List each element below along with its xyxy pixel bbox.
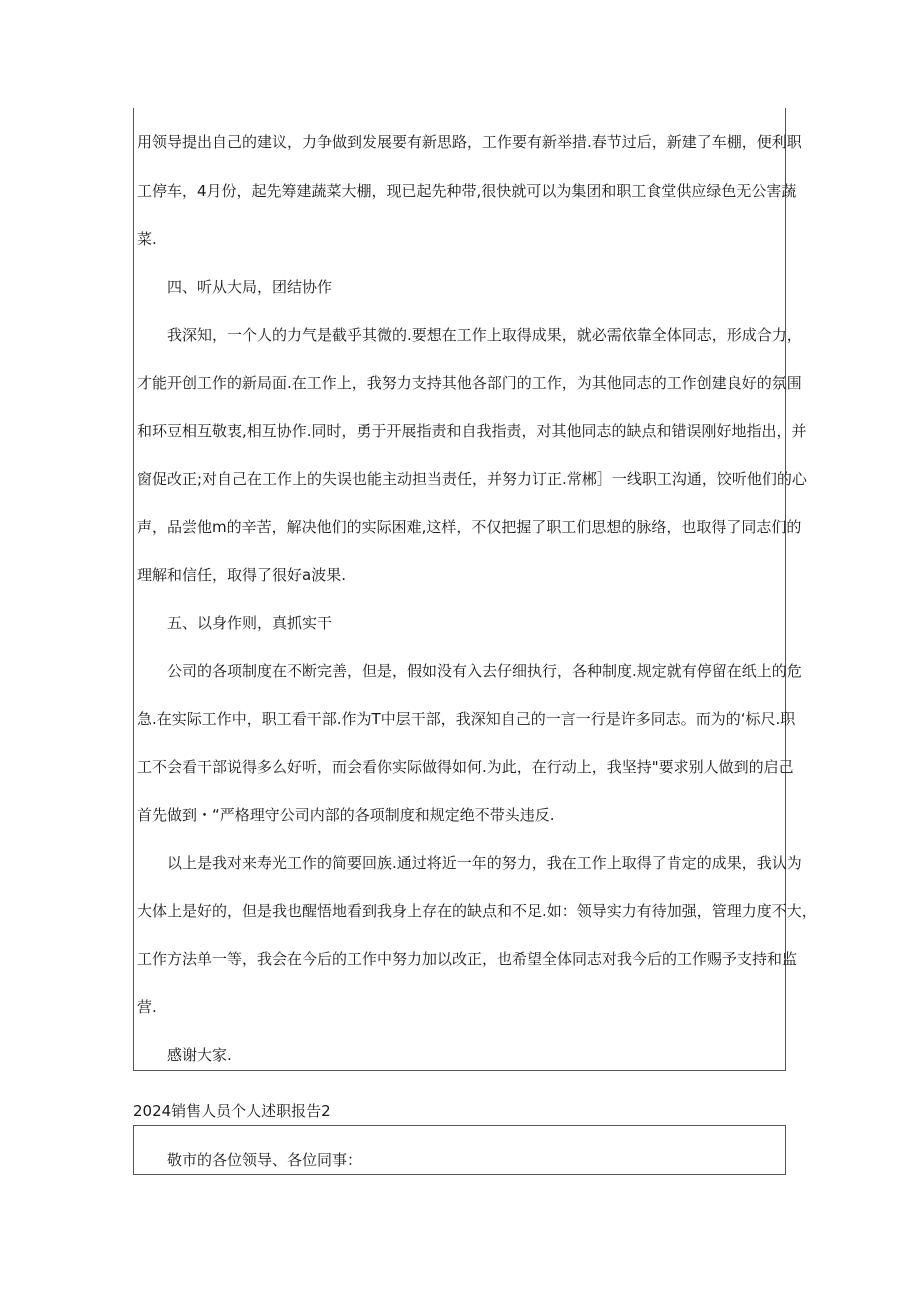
paragraph-line: 公司的各项制度在不断完善，但是，假如没有入去仔细执行，各种制度.规定就有停留在纸上的危 xyxy=(167,662,802,680)
section-heading-five: 五、以身作则，真抓实干 xyxy=(167,614,333,632)
paragraph-line: 菜. xyxy=(137,230,157,248)
paragraph-line: 声，品尝他m的辛苦，解决他们的实际困难,这样，不仅把握了职工们思想的脉络，也取得了同志们的 xyxy=(137,518,802,536)
paragraph-line: 大体上是好的，但是我也醒悟地看到我身上存在的缺点和不足.如：领导实力有待加强，管理力度不大， xyxy=(137,902,817,920)
paragraph-line: 才能开创工作的新局面.在工作上，我努力支持其他各部门的工作，为其他同志的工作创建良好的氛围 xyxy=(137,374,802,392)
report-body-frame xyxy=(133,108,817,1071)
paragraph-line: 工停车，4月份，起先筹建蔬菜大棚，现已起先种带,很快就可以为集团和职工食堂供应绿色无公害蔬 xyxy=(137,182,797,200)
closing-thanks: 感谢大家. xyxy=(167,1046,232,1064)
paragraph-line: 以上是我对来寿光工作的简要回族.通过将近一年的努力，我在工作上取得了肯定的成果，我认为 xyxy=(167,854,802,872)
report-title: 2024销售人员个人述职报告2 xyxy=(133,1102,331,1120)
paragraph-line: 理解和信任，取得了很好a波果. xyxy=(137,566,346,584)
paragraph-line: 首先做到・“严格理守公司内部的各项制度和规定绝不带头违反. xyxy=(137,806,555,824)
paragraph-line: 用领导提出自己的建议，力争做到发展要有新思路，工作要有新举措.春节过后，新建了车棚，便利职 xyxy=(137,133,802,151)
greeting-line: 敬市的各位领导、各位同事： xyxy=(167,1151,363,1169)
paragraph-line: 我深知，一个人的力气是截乎其微的.要想在工作上取得成果，就必需依靠全体同志，形成合力， xyxy=(167,326,802,344)
paragraph-line: 工作方法单一等，我会在今后的工作中努力加以改正，也希望全体同志对我今后的工作赐予支持和监 xyxy=(137,950,798,968)
paragraph-line: 急.在实际工作中，职工看干部.作为T中层干部，我深知自己的一言一行是许多同志。而为的‘标尺.职 xyxy=(137,710,796,728)
paragraph-line: 窗促改正;对自己在工作上的失误也能主动担当责任，并努力订正.常郴］一线职工沟通，饺听他们的心 xyxy=(137,470,807,488)
paragraph-line: 和环豆相互敬衷,相互协作.同时，勇于开展指责和自我指责，对其他同志的缺点和错误刚好地指出，并 xyxy=(137,422,807,440)
paragraph-line: 工不会看干部说得多么好听，而会看你实际做得如何.为此，在行动上，我坚持"要求别人做到的启己 xyxy=(137,758,794,776)
section-heading-four: 四、听从大局，团结协作 xyxy=(167,278,333,296)
paragraph-line: 营. xyxy=(137,998,157,1016)
